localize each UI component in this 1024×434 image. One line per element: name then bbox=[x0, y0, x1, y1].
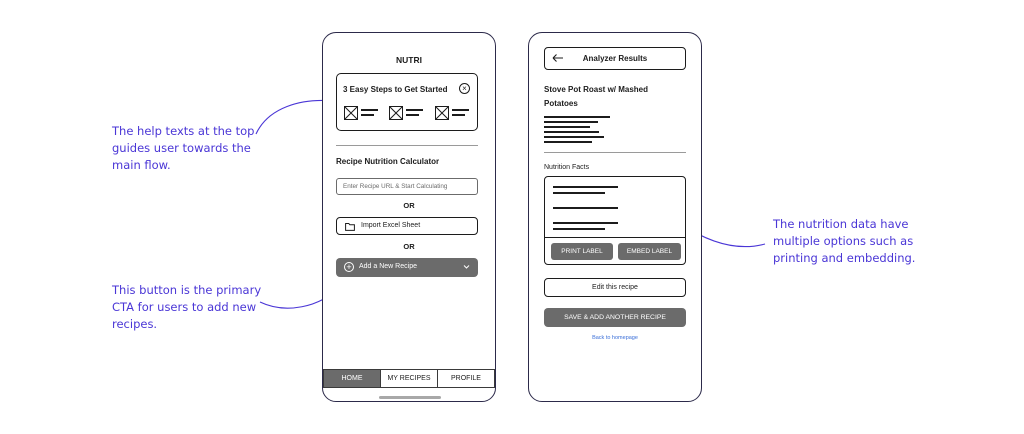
calculator-title: Recipe Nutrition Calculator bbox=[336, 157, 440, 166]
app-title: NUTRI bbox=[396, 55, 422, 65]
recipe-url-input[interactable] bbox=[336, 178, 478, 195]
back-to-homepage-link[interactable]: Back to homepage bbox=[592, 335, 638, 341]
edit-recipe-button[interactable]: Edit this recipe bbox=[544, 278, 686, 297]
card-divider bbox=[545, 237, 685, 238]
text-placeholder bbox=[544, 136, 604, 138]
tab-profile[interactable]: PROFILE bbox=[438, 369, 495, 388]
plus-circle-icon: + bbox=[344, 262, 354, 272]
annotation-nutrition-options: The nutrition data have multiple options such as printing and embedding. bbox=[773, 217, 916, 265]
text-placeholder bbox=[361, 109, 378, 111]
nutrition-facts-label: Nutrition Facts bbox=[544, 164, 590, 171]
results-screen-phone bbox=[528, 32, 702, 402]
section-divider bbox=[336, 145, 478, 146]
getting-started-card bbox=[336, 73, 478, 131]
results-header bbox=[544, 47, 686, 70]
results-title: Analyzer Results bbox=[582, 54, 648, 63]
import-excel-button[interactable] bbox=[336, 217, 478, 235]
section-divider bbox=[544, 152, 686, 153]
nutrition-facts-card bbox=[544, 176, 686, 265]
text-placeholder bbox=[406, 114, 419, 116]
embed-label-button[interactable]: EMBED LABEL bbox=[618, 243, 681, 260]
annotation-primary-cta: This button is the primary CTA for users to add new recipes. bbox=[112, 283, 262, 331]
text-placeholder bbox=[553, 207, 618, 209]
bottom-nav bbox=[323, 369, 495, 388]
text-placeholder bbox=[361, 114, 374, 116]
text-placeholder bbox=[452, 109, 469, 111]
step-item bbox=[435, 106, 475, 122]
steps-card-title: 3 Easy Steps to Get Started bbox=[343, 85, 448, 94]
text-placeholder bbox=[544, 121, 598, 123]
text-placeholder bbox=[553, 222, 618, 224]
tab-my-recipes[interactable]: MY RECIPES bbox=[381, 369, 438, 388]
arrow-left-icon[interactable] bbox=[552, 52, 564, 64]
text-placeholder bbox=[406, 109, 423, 111]
or-separator: OR bbox=[403, 242, 415, 251]
annotation-help-texts: The help texts at the top guides user towards the main flow. bbox=[112, 124, 255, 172]
step-item bbox=[344, 106, 384, 122]
text-placeholder bbox=[452, 114, 465, 116]
print-label-button[interactable]: PRINT LABEL bbox=[551, 243, 613, 260]
text-placeholder bbox=[544, 141, 592, 143]
text-placeholder bbox=[553, 228, 605, 230]
import-excel-label: Import Excel Sheet bbox=[361, 222, 421, 229]
tab-home[interactable]: HOME bbox=[323, 369, 381, 388]
text-placeholder bbox=[553, 186, 618, 188]
home-screen-phone bbox=[322, 32, 496, 402]
or-separator: OR bbox=[403, 201, 415, 210]
text-placeholder bbox=[553, 192, 605, 194]
text-placeholder bbox=[544, 131, 599, 133]
save-add-another-button[interactable]: SAVE & ADD ANOTHER RECIPE bbox=[544, 308, 686, 327]
text-placeholder bbox=[544, 116, 610, 118]
home-indicator bbox=[379, 396, 441, 399]
step-item bbox=[389, 106, 429, 122]
add-new-recipe-label: Add a New Recipe bbox=[359, 263, 417, 270]
recipe-title: Stove Pot Roast w/ Mashed Potatoes bbox=[544, 85, 649, 108]
image-placeholder-icon bbox=[344, 106, 358, 120]
add-new-recipe-button[interactable] bbox=[336, 258, 478, 277]
text-placeholder bbox=[544, 126, 590, 128]
image-placeholder-icon bbox=[435, 106, 449, 120]
folder-icon bbox=[345, 222, 355, 231]
chevron-down-icon bbox=[462, 262, 471, 271]
image-placeholder-icon bbox=[389, 106, 403, 120]
close-circle-icon[interactable]: × bbox=[459, 83, 470, 94]
